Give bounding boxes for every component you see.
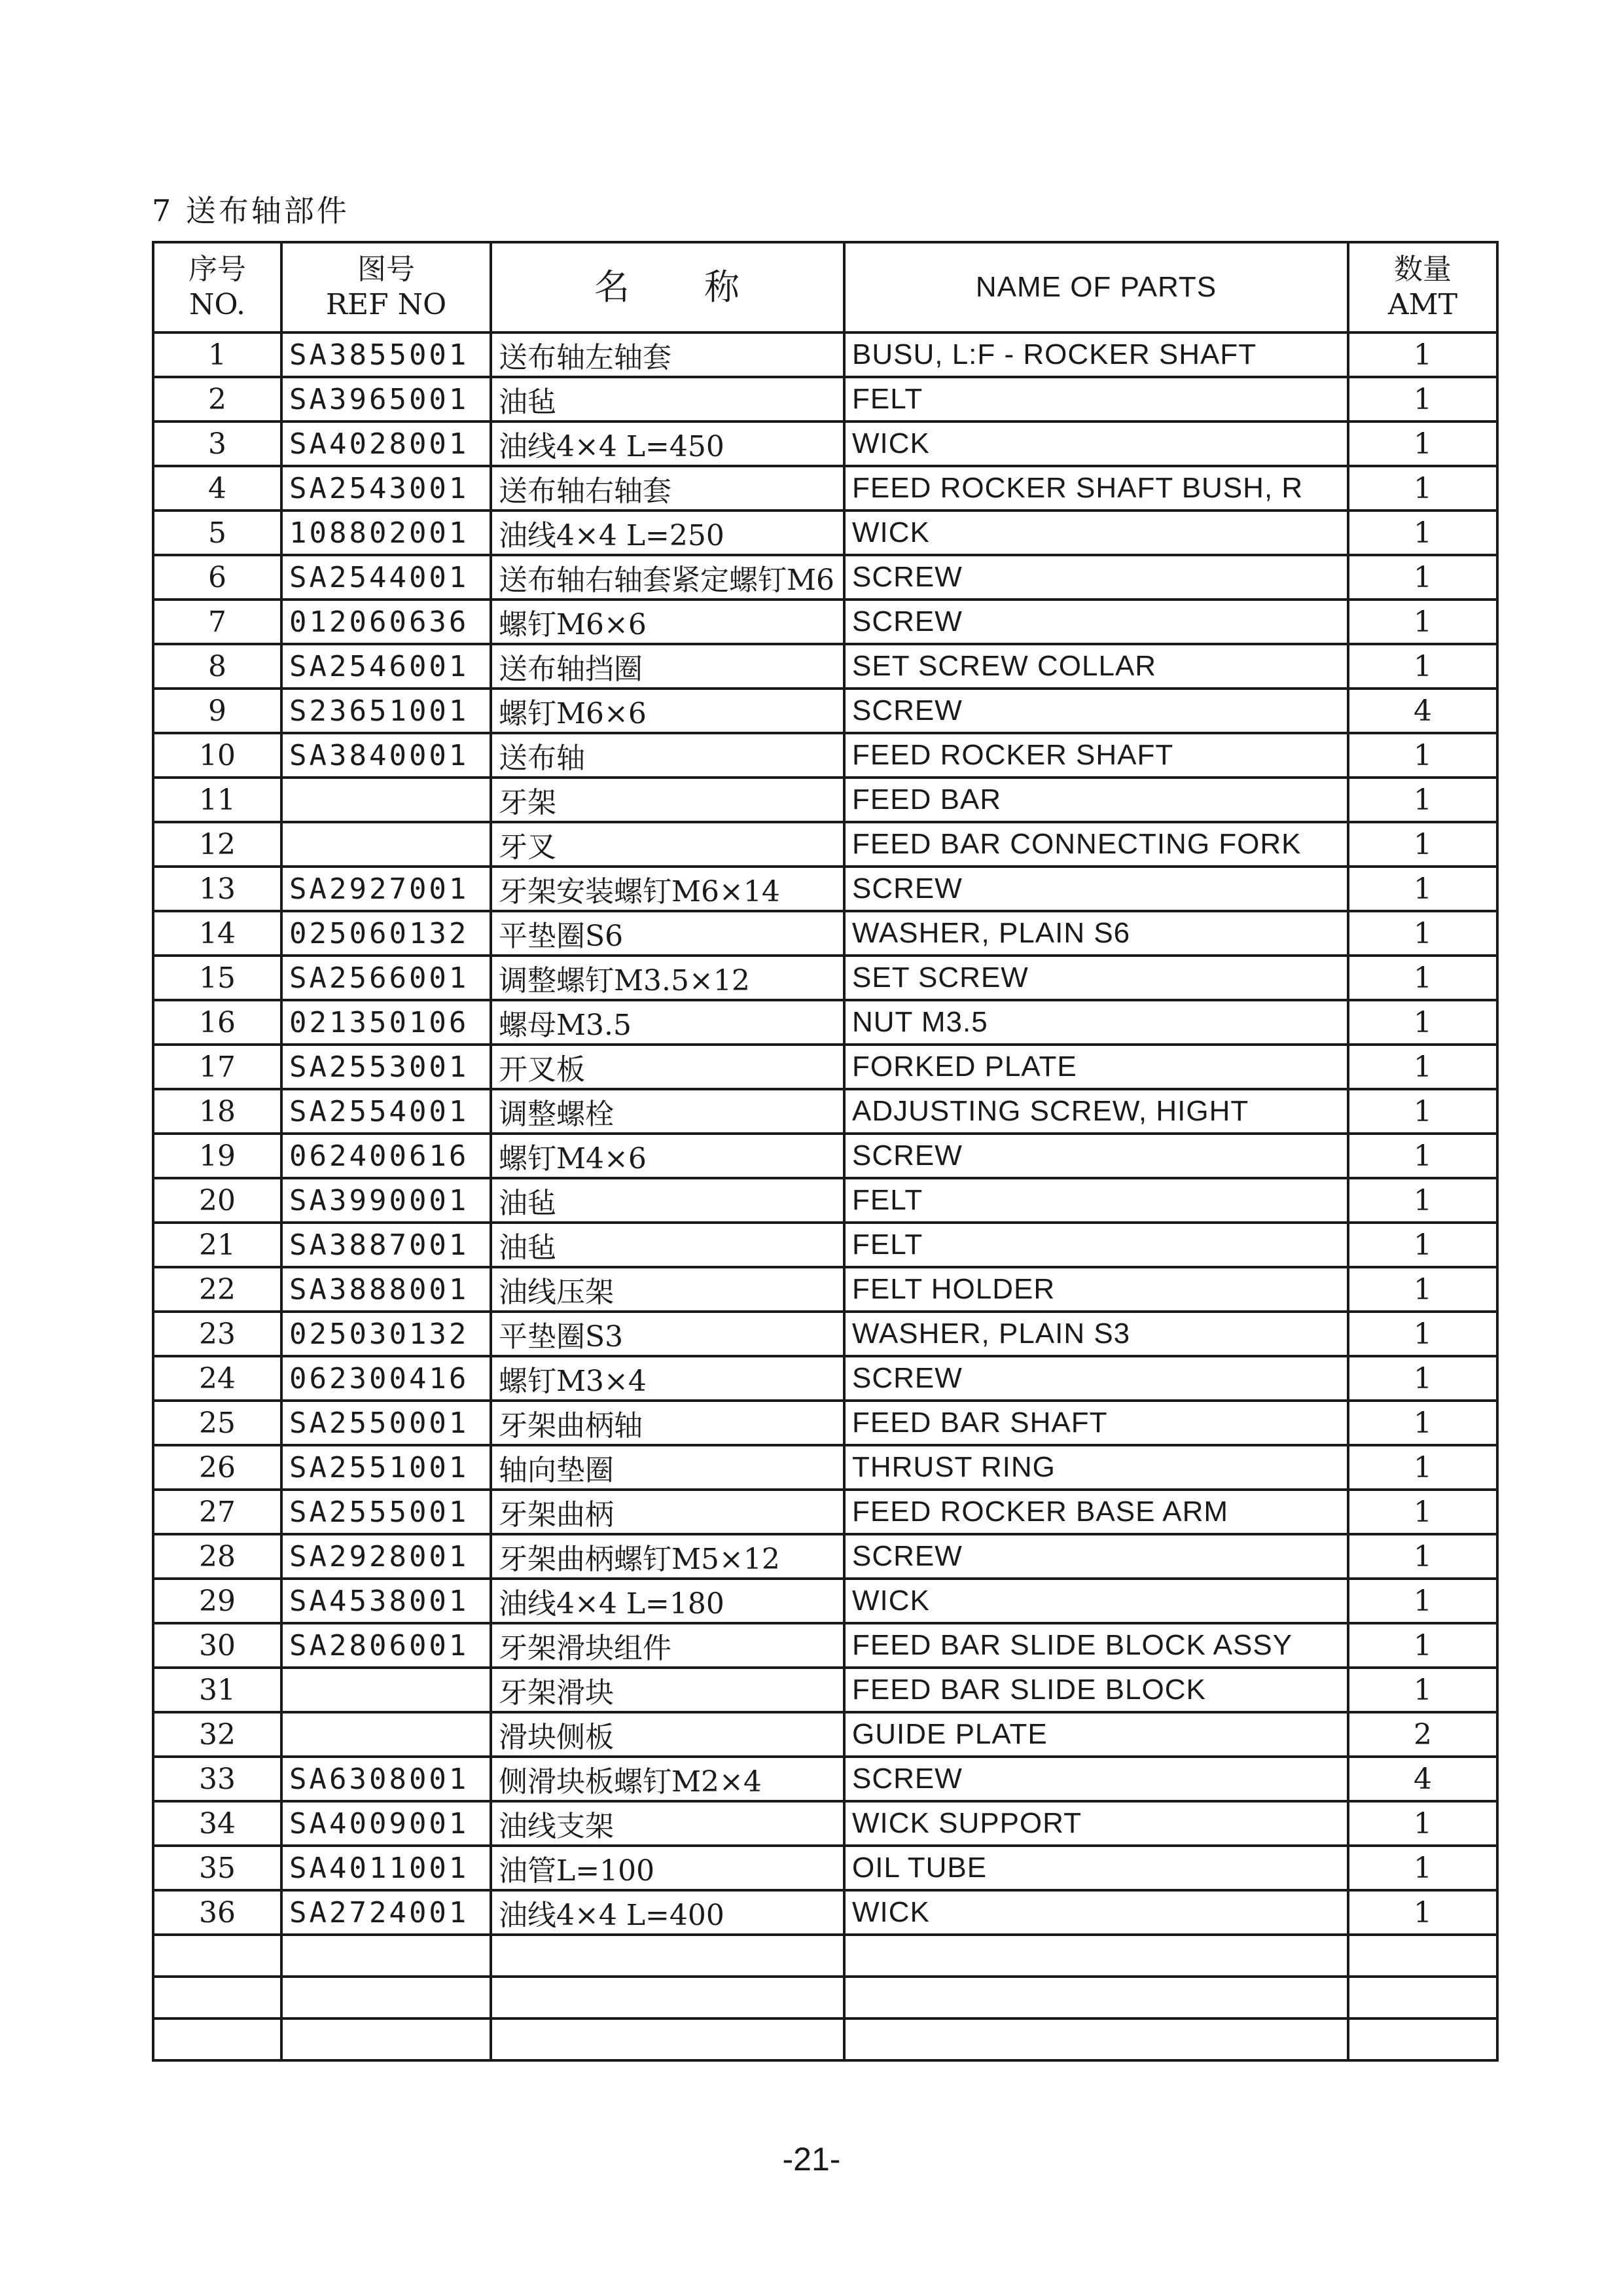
row-name-en: THRUST RING [844, 1445, 1348, 1490]
row-ref-no: SA3887001 [281, 1223, 491, 1267]
row-name-cn [491, 2018, 844, 2060]
row-no: 11 [153, 778, 281, 822]
table-row [153, 822, 1497, 867]
row-name-en: NUT M3.5 [844, 1000, 1348, 1045]
row-name-en [844, 1977, 1348, 2018]
row-name-cn: 轴向垫圈 [491, 1445, 844, 1490]
row-name-en: GUIDE PLATE [844, 1712, 1348, 1757]
row-name-cn: 开叉板 [491, 1045, 844, 1089]
row-name-cn [491, 1935, 844, 1977]
row-amount: 1 [1348, 1134, 1497, 1178]
row-name-cn: 平垫圈S6 [491, 911, 844, 956]
row-amount: 1 [1348, 1401, 1497, 1445]
row-name-en: FEED BAR SLIDE BLOCK [844, 1668, 1348, 1712]
row-name-en [844, 1935, 1348, 1977]
row-amount: 1 [1348, 644, 1497, 689]
table-row [153, 555, 1497, 600]
row-name-en: WICK [844, 1579, 1348, 1623]
row-amount: 4 [1348, 1757, 1497, 1801]
table-row [153, 1935, 1497, 1977]
row-no: 8 [153, 644, 281, 689]
row-no: 3 [153, 422, 281, 466]
row-amount: 1 [1348, 377, 1497, 422]
row-no: 12 [153, 822, 281, 867]
table-row [153, 1846, 1497, 1890]
row-name-en: FELT [844, 1178, 1348, 1223]
row-name-cn: 牙架曲柄轴 [491, 1401, 844, 1445]
table-row [153, 1668, 1497, 1712]
row-name-en: SCREW [844, 555, 1348, 600]
row-no: 34 [153, 1801, 281, 1846]
row-ref-no: SA2551001 [281, 1445, 491, 1490]
row-amount: 1 [1348, 911, 1497, 956]
table-row [153, 1134, 1497, 1178]
row-amount: 1 [1348, 1267, 1497, 1312]
row-amount: 1 [1348, 733, 1497, 778]
row-ref-no: SA2550001 [281, 1401, 491, 1445]
row-ref-no: SA3888001 [281, 1267, 491, 1312]
row-no: 14 [153, 911, 281, 956]
row-ref-no: SA2566001 [281, 956, 491, 1000]
row-name-cn: 油毡 [491, 1178, 844, 1223]
row-name-cn: 平垫圈S3 [491, 1312, 844, 1356]
row-name-en: SCREW [844, 600, 1348, 644]
row-amount [1348, 2018, 1497, 2060]
row-name-en: SCREW [844, 1134, 1348, 1178]
table-row [153, 1757, 1497, 1801]
row-ref-no: SA3840001 [281, 733, 491, 778]
section-title: 7 送布轴部件 [152, 193, 349, 228]
row-name-cn: 螺母M3.5 [491, 1000, 844, 1045]
row-no [153, 1977, 281, 2018]
row-ref-no: 025060132 [281, 911, 491, 956]
table-row [153, 1000, 1497, 1045]
parts-table [152, 241, 1499, 2062]
header-ref-en: REF NO [325, 288, 447, 321]
row-ref-no: SA4009001 [281, 1801, 491, 1846]
row-no: 13 [153, 867, 281, 911]
row-no: 18 [153, 1089, 281, 1134]
row-name-cn: 牙架滑块 [491, 1668, 844, 1712]
row-name-en: WASHER, PLAIN S3 [844, 1312, 1348, 1356]
row-ref-no: SA6308001 [281, 1757, 491, 1801]
row-name-en: ADJUSTING SCREW, HIGHT [844, 1089, 1348, 1134]
row-name-en: FELT HOLDER [844, 1267, 1348, 1312]
row-no: 23 [153, 1312, 281, 1356]
row-ref-no: SA2806001 [281, 1623, 491, 1668]
row-no: 7 [153, 600, 281, 644]
row-ref-no: SA2555001 [281, 1490, 491, 1534]
row-name-en: FEED BAR SLIDE BLOCK ASSY [844, 1623, 1348, 1668]
header-name-cn: 名 称 [491, 242, 844, 332]
row-name-en: SCREW [844, 1356, 1348, 1401]
row-no [153, 1935, 281, 1977]
row-no: 2 [153, 377, 281, 422]
row-ref-no: 025030132 [281, 1312, 491, 1356]
row-no: 4 [153, 466, 281, 511]
row-name-en: SET SCREW COLLAR [844, 644, 1348, 689]
table-header-row [153, 242, 1497, 332]
table-row [153, 1623, 1497, 1668]
row-name-en: FEED BAR SHAFT [844, 1401, 1348, 1445]
row-ref-no: SA4028001 [281, 422, 491, 466]
row-amount [1348, 1935, 1497, 1977]
header-name-en: NAME OF PARTS [844, 242, 1348, 332]
row-name-en: FEED ROCKER SHAFT [844, 733, 1348, 778]
table-row [153, 1445, 1497, 1490]
row-name-en: FELT [844, 1223, 1348, 1267]
table-row [153, 644, 1497, 689]
row-ref-no: SA2543001 [281, 466, 491, 511]
row-no: 17 [153, 1045, 281, 1089]
row-amount: 1 [1348, 1890, 1497, 1935]
row-amount: 1 [1348, 1490, 1497, 1534]
row-name-cn: 牙架安装螺钉M6×14 [491, 867, 844, 911]
row-ref-no: 062400616 [281, 1134, 491, 1178]
table-row [153, 1312, 1497, 1356]
table-row [153, 1890, 1497, 1935]
header-amt [1348, 242, 1497, 332]
row-ref-no: SA4538001 [281, 1579, 491, 1623]
row-name-cn: 送布轴挡圈 [491, 644, 844, 689]
row-name-en: FEED BAR [844, 778, 1348, 822]
row-name-cn: 螺钉M6×6 [491, 689, 844, 733]
row-amount: 1 [1348, 1045, 1497, 1089]
table-row [153, 2018, 1497, 2060]
row-no: 21 [153, 1223, 281, 1267]
row-no: 24 [153, 1356, 281, 1401]
row-ref-no: SA2553001 [281, 1045, 491, 1089]
row-name-en: FORKED PLATE [844, 1045, 1348, 1089]
row-name-cn: 油毡 [491, 1223, 844, 1267]
row-name-cn: 牙架曲柄 [491, 1490, 844, 1534]
row-amount: 1 [1348, 1312, 1497, 1356]
row-name-en: WICK SUPPORT [844, 1801, 1348, 1846]
row-name-cn: 油管L=100 [491, 1846, 844, 1890]
row-ref-no: 012060636 [281, 600, 491, 644]
table-row [153, 733, 1497, 778]
row-ref-no: SA4011001 [281, 1846, 491, 1890]
row-amount: 1 [1348, 1668, 1497, 1712]
row-ref-no [281, 778, 491, 822]
row-ref-no [281, 1935, 491, 1977]
row-name-en: FEED ROCKER SHAFT BUSH, R [844, 466, 1348, 511]
row-amount: 1 [1348, 1223, 1497, 1267]
row-name-cn: 油线4×4 L=400 [491, 1890, 844, 1935]
row-no: 35 [153, 1846, 281, 1890]
row-ref-no: SA2544001 [281, 555, 491, 600]
table-row [153, 600, 1497, 644]
table-row [153, 778, 1497, 822]
row-name-cn: 送布轴 [491, 733, 844, 778]
row-amount: 1 [1348, 1089, 1497, 1134]
table-row [153, 1490, 1497, 1534]
table-row [153, 1267, 1497, 1312]
row-name-cn: 油线4×4 L=250 [491, 511, 844, 555]
row-name-en: FELT [844, 377, 1348, 422]
row-no: 22 [153, 1267, 281, 1312]
row-name-cn: 螺钉M3×4 [491, 1356, 844, 1401]
header-no [153, 242, 281, 332]
table-row [153, 1045, 1497, 1089]
row-ref-no [281, 1977, 491, 2018]
row-name-en: WICK [844, 422, 1348, 466]
row-no [153, 2018, 281, 2060]
table-row [153, 1089, 1497, 1134]
row-name-en: SCREW [844, 1534, 1348, 1579]
row-amount: 1 [1348, 1534, 1497, 1579]
row-name-cn: 牙架 [491, 778, 844, 822]
row-name-cn: 送布轴右轴套紧定螺钉M6 [491, 555, 844, 600]
row-amount: 1 [1348, 1356, 1497, 1401]
row-name-cn: 螺钉M4×6 [491, 1134, 844, 1178]
row-ref-no: SA2927001 [281, 867, 491, 911]
table-row [153, 956, 1497, 1000]
row-no: 10 [153, 733, 281, 778]
row-amount: 2 [1348, 1712, 1497, 1757]
row-name-cn: 油线4×4 L=450 [491, 422, 844, 466]
row-name-cn [491, 1977, 844, 2018]
row-no: 25 [153, 1401, 281, 1445]
row-amount: 1 [1348, 1178, 1497, 1223]
table-row [153, 1579, 1497, 1623]
row-name-cn: 油毡 [491, 377, 844, 422]
row-name-en: FEED BAR CONNECTING FORK [844, 822, 1348, 867]
row-ref-no: SA3990001 [281, 1178, 491, 1223]
row-ref-no: 021350106 [281, 1000, 491, 1045]
header-no-en: NO. [189, 288, 245, 321]
row-name-cn: 送布轴右轴套 [491, 466, 844, 511]
table-row [153, 332, 1497, 377]
row-name-cn: 送布轴左轴套 [491, 332, 844, 377]
table-row [153, 1356, 1497, 1401]
row-name-cn: 侧滑块板螺钉M2×4 [491, 1757, 844, 1801]
row-no: 16 [153, 1000, 281, 1045]
row-ref-no: 108802001 [281, 511, 491, 555]
row-no: 15 [153, 956, 281, 1000]
table-row [153, 1178, 1497, 1223]
row-amount: 1 [1348, 1445, 1497, 1490]
row-no: 27 [153, 1490, 281, 1534]
row-ref-no: SA2724001 [281, 1890, 491, 1935]
row-no: 5 [153, 511, 281, 555]
row-name-cn: 牙叉 [491, 822, 844, 867]
row-no: 36 [153, 1890, 281, 1935]
row-amount: 1 [1348, 332, 1497, 377]
row-ref-no: SA2928001 [281, 1534, 491, 1579]
row-amount: 1 [1348, 1579, 1497, 1623]
row-name-en: WICK [844, 511, 1348, 555]
row-amount: 1 [1348, 1801, 1497, 1846]
row-name-cn: 油线支架 [491, 1801, 844, 1846]
row-no: 9 [153, 689, 281, 733]
row-amount: 1 [1348, 511, 1497, 555]
row-no: 28 [153, 1534, 281, 1579]
row-name-en: BUSU, L:F - ROCKER SHAFT [844, 332, 1348, 377]
row-name-en: WASHER, PLAIN S6 [844, 911, 1348, 956]
row-name-en: SCREW [844, 1757, 1348, 1801]
row-ref-no: SA2554001 [281, 1089, 491, 1134]
row-amount: 4 [1348, 689, 1497, 733]
row-name-en: SCREW [844, 689, 1348, 733]
page-number: -21- [782, 2141, 841, 2178]
row-name-cn: 调整螺栓 [491, 1089, 844, 1134]
row-name-cn: 油线4×4 L=180 [491, 1579, 844, 1623]
row-name-cn: 调整螺钉M3.5×12 [491, 956, 844, 1000]
row-ref-no [281, 1712, 491, 1757]
row-amount: 1 [1348, 1623, 1497, 1668]
row-ref-no: 062300416 [281, 1356, 491, 1401]
row-ref-no: SA2546001 [281, 644, 491, 689]
table-row [153, 377, 1497, 422]
row-ref-no: SA3855001 [281, 332, 491, 377]
row-no: 20 [153, 1178, 281, 1223]
row-name-en: FEED ROCKER BASE ARM [844, 1490, 1348, 1534]
table-row [153, 1977, 1497, 2018]
row-name-cn: 牙架曲柄螺钉M5×12 [491, 1534, 844, 1579]
row-name-cn: 滑块侧板 [491, 1712, 844, 1757]
row-amount: 1 [1348, 822, 1497, 867]
row-name-en: SET SCREW [844, 956, 1348, 1000]
row-no: 31 [153, 1668, 281, 1712]
header-amt-en: AMT [1387, 288, 1458, 321]
header-amt-cn: 数量 [1394, 253, 1452, 286]
row-name-cn: 油线压架 [491, 1267, 844, 1312]
row-ref-no [281, 2018, 491, 2060]
row-no: 33 [153, 1757, 281, 1801]
table-row [153, 466, 1497, 511]
row-amount: 1 [1348, 867, 1497, 911]
table-row [153, 1401, 1497, 1445]
row-ref-no: S23651001 [281, 689, 491, 733]
row-name-cn: 牙架滑块组件 [491, 1623, 844, 1668]
header-no-cn: 序号 [188, 253, 246, 286]
row-amount: 1 [1348, 778, 1497, 822]
row-no: 32 [153, 1712, 281, 1757]
table-row [153, 911, 1497, 956]
row-amount: 1 [1348, 466, 1497, 511]
table-row [153, 1801, 1497, 1846]
row-amount: 1 [1348, 600, 1497, 644]
row-name-en [844, 2018, 1348, 2060]
table-row [153, 1534, 1497, 1579]
row-name-en: SCREW [844, 867, 1348, 911]
table-row [153, 689, 1497, 733]
row-amount [1348, 1977, 1497, 2018]
row-amount: 1 [1348, 422, 1497, 466]
row-ref-no [281, 822, 491, 867]
table-row [153, 1223, 1497, 1267]
row-no: 1 [153, 332, 281, 377]
row-ref-no [281, 1668, 491, 1712]
table-row [153, 422, 1497, 466]
row-amount: 1 [1348, 1000, 1497, 1045]
row-no: 6 [153, 555, 281, 600]
row-name-en: OIL TUBE [844, 1846, 1348, 1890]
header-ref-cn: 图号 [357, 253, 415, 286]
table-body [153, 332, 1497, 2060]
table-row [153, 511, 1497, 555]
row-name-cn: 螺钉M6×6 [491, 600, 844, 644]
row-amount: 1 [1348, 555, 1497, 600]
row-no: 30 [153, 1623, 281, 1668]
row-name-en: WICK [844, 1890, 1348, 1935]
row-no: 29 [153, 1579, 281, 1623]
row-no: 19 [153, 1134, 281, 1178]
row-ref-no: SA3965001 [281, 377, 491, 422]
header-ref [281, 242, 491, 332]
row-no: 26 [153, 1445, 281, 1490]
table-row [153, 1712, 1497, 1757]
row-amount: 1 [1348, 956, 1497, 1000]
row-amount: 1 [1348, 1846, 1497, 1890]
table-row [153, 867, 1497, 911]
